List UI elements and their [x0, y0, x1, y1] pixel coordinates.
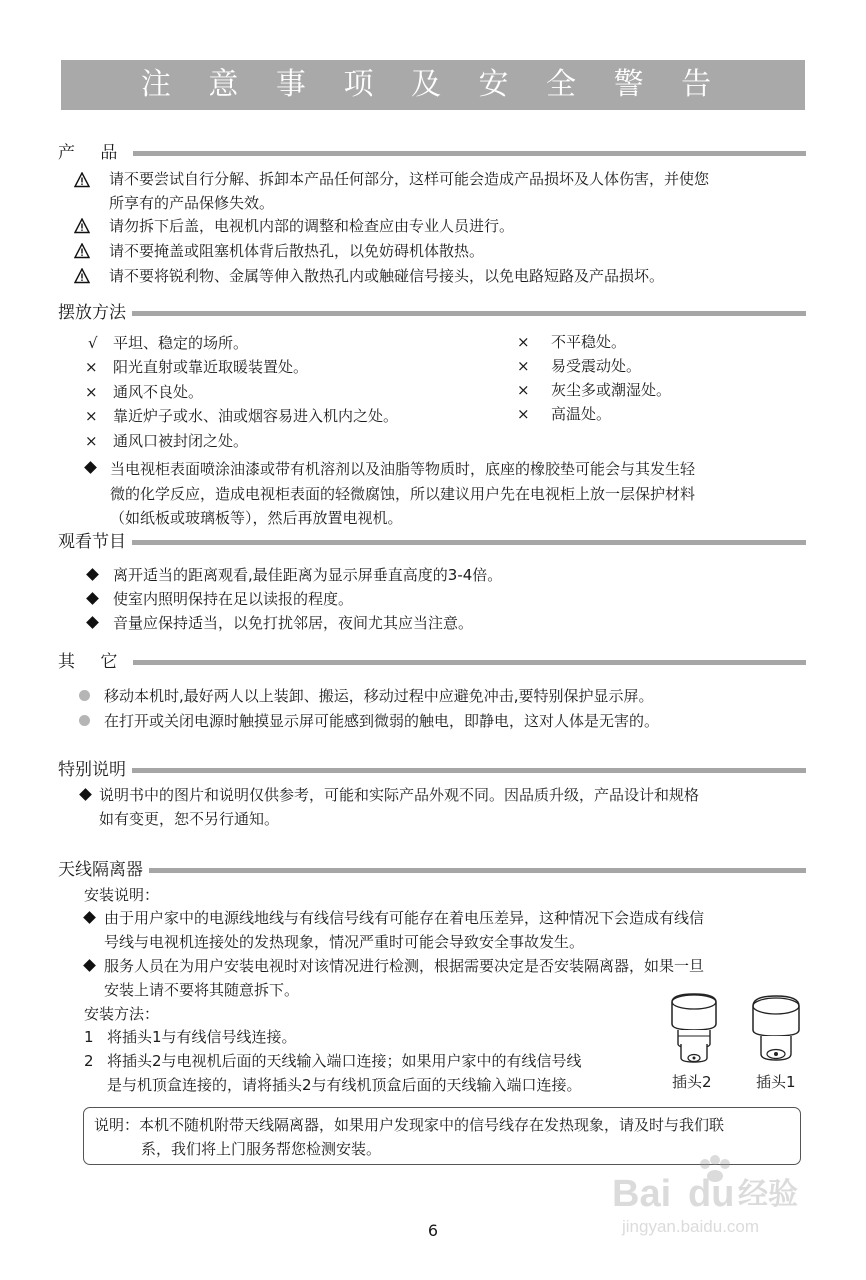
- svg-text:du: du: [688, 1173, 735, 1215]
- section-divider: [149, 868, 806, 873]
- install-step-1: 将插头1与有线信号线连接。: [107, 1028, 297, 1046]
- section-divider: [132, 311, 806, 316]
- page-title-banner: 注 意 事 项 及 安 全 警 告: [61, 60, 805, 110]
- warning-icon: [74, 268, 90, 284]
- warning-icon: [74, 243, 90, 259]
- placement-good-1: 平坦、稳定的场所。: [113, 334, 249, 352]
- warning-icon: [74, 218, 90, 234]
- svg-text:Bai: Bai: [612, 1173, 672, 1215]
- cross-icon: ×: [85, 358, 98, 376]
- section-title: 天线隔离器: [58, 860, 143, 880]
- viewing-item-1: 离开适当的距离观看,最佳距离为显示屏垂直高度的3-4倍。: [113, 566, 503, 584]
- viewing-item-3: 音量应保持适当，以免打扰邻居，夜间尤其应当注意。: [113, 614, 474, 632]
- special-line-2: 如有变更，恕不另行通知。: [99, 810, 280, 828]
- cross-icon: ×: [85, 407, 98, 425]
- page-number: 6: [427, 1221, 439, 1240]
- dot-bullet-icon: [79, 715, 90, 726]
- placement-note-line-3: （如纸板或玻璃板等），然后再放置电视机。: [110, 509, 403, 527]
- install-note-label: 安装说明：: [84, 886, 160, 904]
- plug-1-icon: [748, 994, 804, 1068]
- step-number: 1: [84, 1028, 94, 1046]
- placement-bad-3: 靠近炉子或水、油或烟容易进入机内之处。: [113, 407, 399, 425]
- other-item-2: 在打开或关闭电源时触摸显示屏可能感到微弱的触电，即静电，这对人体是无害的。: [104, 712, 660, 730]
- viewing-item-2: 使室内照明保持在足以读报的程度。: [113, 590, 354, 608]
- product-warning-3: 请不要掩盖或阻塞机体背后散热孔，以免妨碍机体散热。: [109, 242, 485, 260]
- product-warning-1-line-1: 请不要尝试自行分解、拆卸本产品任何部分，这样可能会造成产品损坏及人体伤害，并使您: [109, 170, 710, 188]
- section-divider: [133, 151, 806, 156]
- diamond-bullet-icon: [86, 616, 99, 629]
- diamond-bullet-icon: [86, 568, 99, 581]
- warning-icon: [74, 172, 90, 188]
- product-warning-2: 请勿拆下后盖，电视机内部的调整和检查应由专业人员进行。: [109, 217, 515, 235]
- isolator-bullet-2-line-2: 安装上请不要将其随意拆下。: [104, 981, 300, 999]
- cross-icon: ×: [517, 381, 530, 399]
- section-divider: [132, 768, 806, 773]
- section-divider: [133, 660, 806, 665]
- diamond-bullet-icon: [86, 592, 99, 605]
- install-method-label: 安装方法：: [84, 1005, 160, 1023]
- isolator-bullet-1-line-1: 由于用户家中的电源线地线与有线信号线有可能存在着电压差异，这种情况下会造成有线信: [104, 909, 705, 927]
- diamond-bullet-icon: [79, 788, 92, 801]
- section-title: 摆放方法: [58, 303, 126, 323]
- isolator-bullet-1-line-2: 号线与电视机连接处的发热现象，情况严重时可能会导致安全事故发生。: [104, 933, 585, 951]
- special-line-1: 说明书中的图片和说明仅供参考，可能和实际产品外观不同。因品质升级，产品设计和规格: [99, 786, 700, 804]
- step-number: 2: [84, 1052, 94, 1070]
- section-header-other: [58, 650, 806, 674]
- other-item-1: 移动本机时,最好两人以上装卸、搬运，移动过程中应避免冲击,要特别保护显示屏。: [104, 687, 654, 705]
- install-step-2-line-1: 将插头2与电视机后面的天线输入端口连接；如果用户家中的有线信号线: [107, 1052, 582, 1070]
- diamond-bullet-icon: [83, 911, 96, 924]
- placement-bad-2: 通风不良处。: [113, 383, 204, 401]
- cross-icon: ×: [517, 333, 530, 351]
- placement-bad-6: 易受震动处。: [551, 357, 642, 375]
- section-title: 特别说明: [58, 760, 126, 780]
- diamond-bullet-icon: [84, 461, 97, 474]
- section-title: 产 品: [58, 143, 128, 163]
- install-step-2-line-2: 是与机顶盒连接的，请将插头2与有线机顶盒后面的天线输入端口连接。: [107, 1076, 582, 1094]
- section-header-viewing: [58, 530, 806, 554]
- placement-bad-8: 高温处。: [551, 405, 612, 423]
- placement-bad-5: 不平稳处。: [551, 333, 627, 351]
- section-title: 观看节目: [58, 532, 126, 552]
- product-warning-4: 请不要将锐利物、金属等伸入散热孔内或触碰信号接头，以免电路短路及产品损坏。: [109, 267, 665, 285]
- section-header-product: [58, 141, 806, 165]
- plug-2-label: 插头2: [672, 1073, 712, 1091]
- isolator-bullet-2-line-1: 服务人员在为用户安装电视时对该情况进行检测，根据需要决定是否安装隔离器，如果一旦: [104, 957, 705, 975]
- notice-line-2: 系，我们将上门服务帮您检测安装。: [141, 1140, 382, 1158]
- cross-icon: ×: [517, 405, 530, 423]
- placement-bad-4: 通风口被封闭之处。: [113, 432, 249, 450]
- svg-text:jingyan.baidu.com: jingyan.baidu.com: [622, 1217, 760, 1236]
- cross-icon: ×: [85, 383, 98, 401]
- section-divider: [132, 540, 806, 545]
- section-title: 其 它: [58, 652, 128, 672]
- section-header-isolator: [58, 858, 806, 882]
- notice-line-1: 说明：本机不随机附带天线隔离器，如果用户发现家中的信号线存在发热现象，请及时与我们联: [94, 1116, 725, 1134]
- plug-1-label: 插头1: [756, 1073, 796, 1091]
- plug-2-icon: [664, 992, 724, 1068]
- svg-text:经验: 经验: [738, 1177, 798, 1212]
- section-header-special: [58, 758, 806, 782]
- check-icon: √: [88, 334, 98, 352]
- dot-bullet-icon: [79, 690, 90, 701]
- section-header-placement: [58, 301, 806, 325]
- cross-icon: ×: [85, 432, 98, 450]
- cross-icon: ×: [517, 357, 530, 375]
- product-warning-1-line-2: 所享有的产品保修失效。: [109, 194, 275, 212]
- diamond-bullet-icon: [83, 959, 96, 972]
- placement-note-line-1: 当电视柜表面喷涂油漆或带有机溶剂以及油脂等物质时，底座的橡胶垫可能会与其发生轻: [110, 460, 696, 478]
- placement-note-line-2: 微的化学反应，造成电视柜表面的轻微腐蚀，所以建议用户先在电视柜上放一层保护材料: [110, 485, 696, 503]
- placement-bad-7: 灰尘多或潮湿处。: [551, 381, 672, 399]
- placement-bad-1: 阳光直射或靠近取暖装置处。: [113, 358, 309, 376]
